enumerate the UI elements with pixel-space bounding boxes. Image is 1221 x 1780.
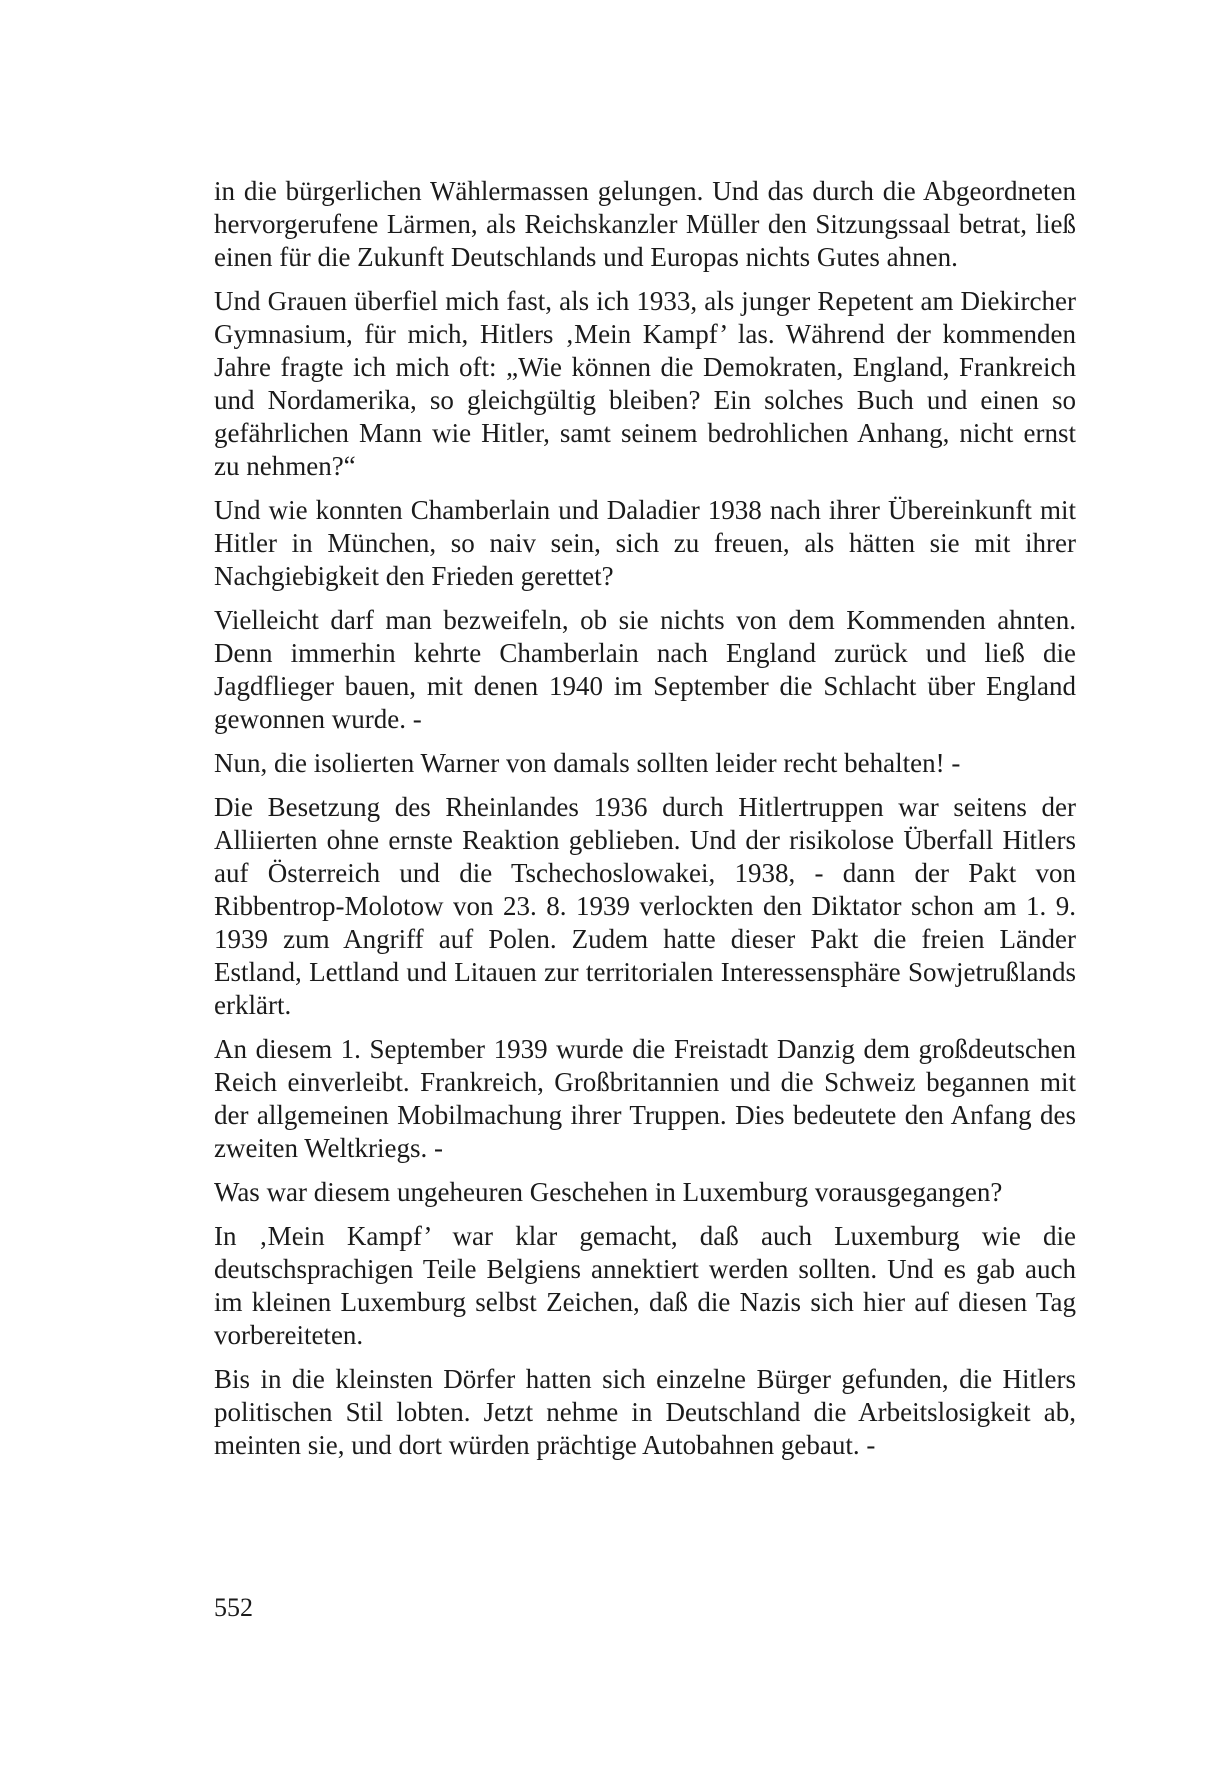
body-text [214, 175, 1076, 1473]
paragraph: Nun, die isolierten Warner von damals sollten leider recht behalten! - [214, 748, 961, 778]
paragraph: in die bürgerlichen Wählermassen gelungen. Und das durch die Abgeordneten hervorgerufene Lärmen, als Reichskanzler Müller den Sitzungssaal betrat, ließ einen für die Zukunft Deutschlands und Europas nichts Gutes ahnen. [214, 176, 1076, 272]
paragraph: An diesem 1. September 1939 wurde die Freistadt Danzig dem großdeutschen Reich einverleibt. Frankreich, Großbritannien und die Schweiz begannen mit der allgemeinen Mobilmachung ihrer Truppen. Dies bedeutete den Anfang des zweiten Weltkriegs. - [214, 1034, 1076, 1163]
paragraph: Und wie konnten Chamberlain und Daladier 1938 nach ihrer Übereinkunft mit Hitler in München, so naiv sein, sich zu freuen, als hätten sie mit ihrer Nachgiebigkeit den Frieden gerettet? [214, 495, 1076, 591]
paragraph: Vielleicht darf man bezweifeln, ob sie nichts von dem Kommenden ahnten. Denn immerhin kehrte Chamberlain nach England zurück und ließ die Jagdflieger bauen, mit denen 1940 im September die Schlacht über England gewonnen wurde. - [214, 605, 1076, 734]
paragraph: Und Grauen überfiel mich fast, als ich 1933, als junger Repetent am Diekircher Gymnasium, für mich, Hitlers ‚Mein Kampf’ las. Während der kommenden Jahre fragte ich mich oft: „Wie können die Demokraten, England, Frankreich und Nordamerika, so gleichgültig bleiben? Ein solches Buch und einen so gefährlichen Mann wie Hitler, samt seinem bedrohlichen Anhang, nicht ernst zu nehmen?“ [214, 286, 1076, 481]
paragraph: Die Besetzung des Rheinlandes 1936 durch Hitlertruppen war seitens der Alliierten ohne ernste Reaktion geblieben. Und der risikolose Überfall Hitlers auf Österreich und die Tschechoslowakei, 1938, - dann der Pakt von Ribbentrop-Molotow von 23. 8. 1939 verlockten den Diktator schon am 1. 9. 1939 zum Angriff auf Polen. Zudem hatte dieser Pakt die freien Länder Estland, Lettland und Litauen zur territorialen Interessensphäre Sowjetrußlands erklärt. [214, 792, 1076, 1020]
paragraph: Bis in die kleinsten Dörfer hatten sich einzelne Bürger gefunden, die Hitlers politischen Stil lobten. Jetzt nehme in Deutschland die Arbeitslosigkeit ab, meinten sie, und dort würden prächtige Autobahnen gebaut. - [214, 1364, 1076, 1460]
paragraph: In ‚Mein Kampf’ war klar gemacht, daß auch Luxemburg wie die deutschsprachigen Teile Belgiens annektiert werden sollten. Und es gab auch im kleinen Luxemburg selbst Zeichen, daß die Nazis sich hier auf diesen Tag vorbereiteten. [214, 1221, 1076, 1350]
paragraph: Was war diesem ungeheuren Geschehen in Luxemburg vorausgegangen? [214, 1177, 1003, 1207]
page-number: 552 [214, 1593, 253, 1622]
